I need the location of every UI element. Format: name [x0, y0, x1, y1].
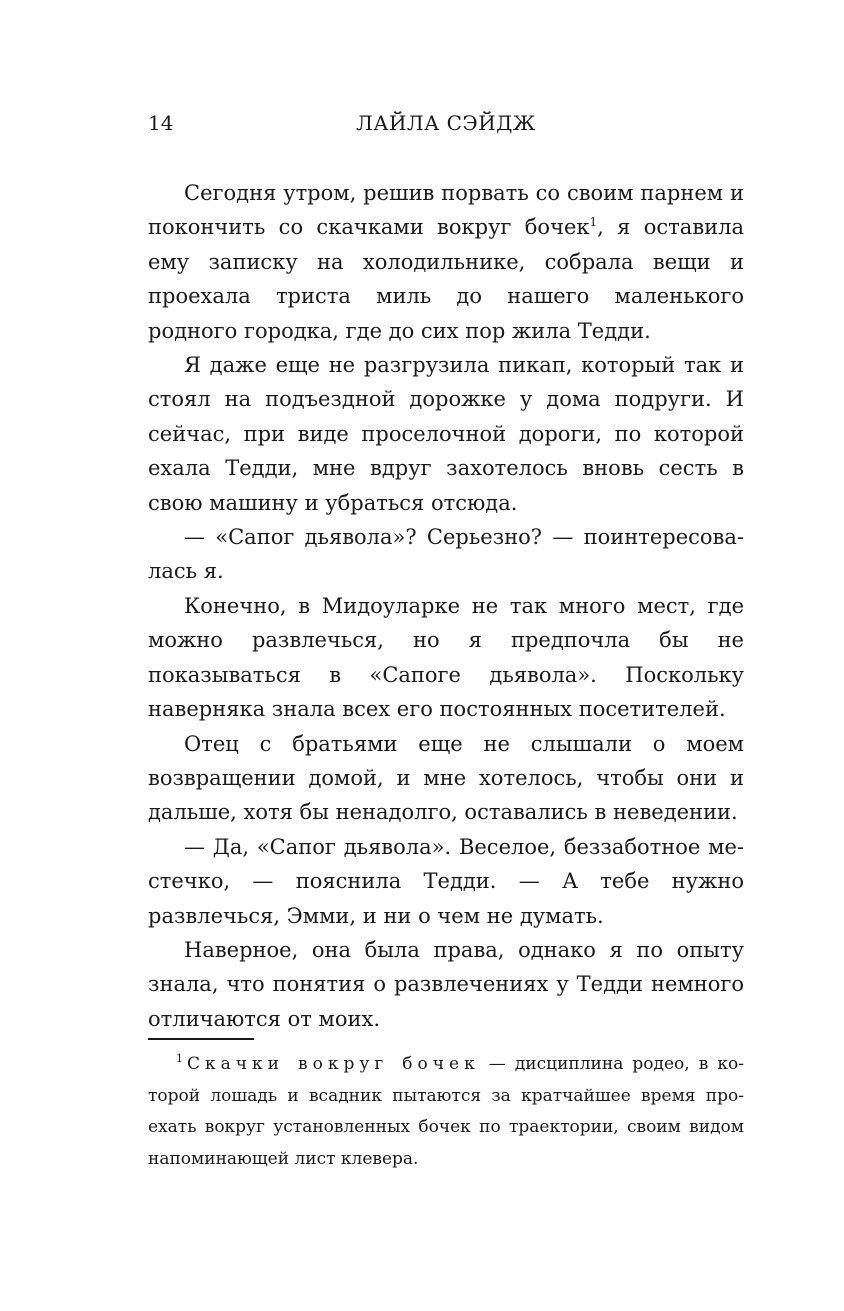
paragraph-text: Сегодня утром, решив порвать со своим парнем и покончить со скачками вокруг бочек: [148, 181, 744, 240]
footnote-rule: [148, 1038, 254, 1040]
running-head: [148, 108, 744, 138]
footnote-text: — дисциплина родео, в которой лошадь и всадник пытаются за кратчайшее время проехать вокруг установленных бочек по траектории, своим видом напоминающей лист клевера.: [148, 1054, 745, 1169]
paragraph: Конечно, в Мидоуларке не так много мест, где можно развлечься, но я предпочла бы не показываться в «Сапоге дьявола». Поскольку наверняка знала всех его постоянных посетителей.: [148, 593, 744, 722]
body-text: [148, 176, 744, 1036]
paragraph: — «Сапог дьявола»? Серьезно? — поинтересовалась я.: [148, 525, 744, 584]
paragraph: Я даже еще не разгрузила пикап, который так и стоял на подъездной дорожке у дома подруги. И сейчас, при виде проселочной дороги, по которой ехала Тедди, мне вдруг захотелось вновь сесть в свою машину и убраться отсюда.: [148, 353, 744, 515]
page-number: 14: [148, 111, 174, 135]
paragraph: Наверное, она была права, однако я по опыту знала, что понятия о развлечениях у Тедди немного отличаются от моих.: [148, 937, 744, 1031]
footnote: [148, 1049, 744, 1175]
paragraph: [148, 176, 744, 348]
running-title: ЛАЙЛА СЭЙДЖ: [356, 111, 536, 135]
footnote-reference: 1: [589, 215, 598, 230]
paragraph-text: , я оставила ему записку на холодильнике, собрала вещи и проехала триста миль до нашего маленького родного городка, где до сих пор жила Тедди.: [148, 215, 744, 343]
paragraph: Отец с братьями еще не слышали о моем возвращении домой, и мне хотелось, чтобы они и дальше, хотя бы ненадолго, оставались в неведении.: [148, 731, 744, 825]
footnote-term: Скачки вокруг бочек: [187, 1054, 480, 1074]
footnote-marker: 1: [176, 1052, 183, 1066]
paragraph: — Да, «Сапог дьявола». Веселое, беззаботное местечко, — пояснила Тедди. — А тебе нужно развлечься, Эмми, и ни о чем не думать.: [148, 834, 744, 928]
